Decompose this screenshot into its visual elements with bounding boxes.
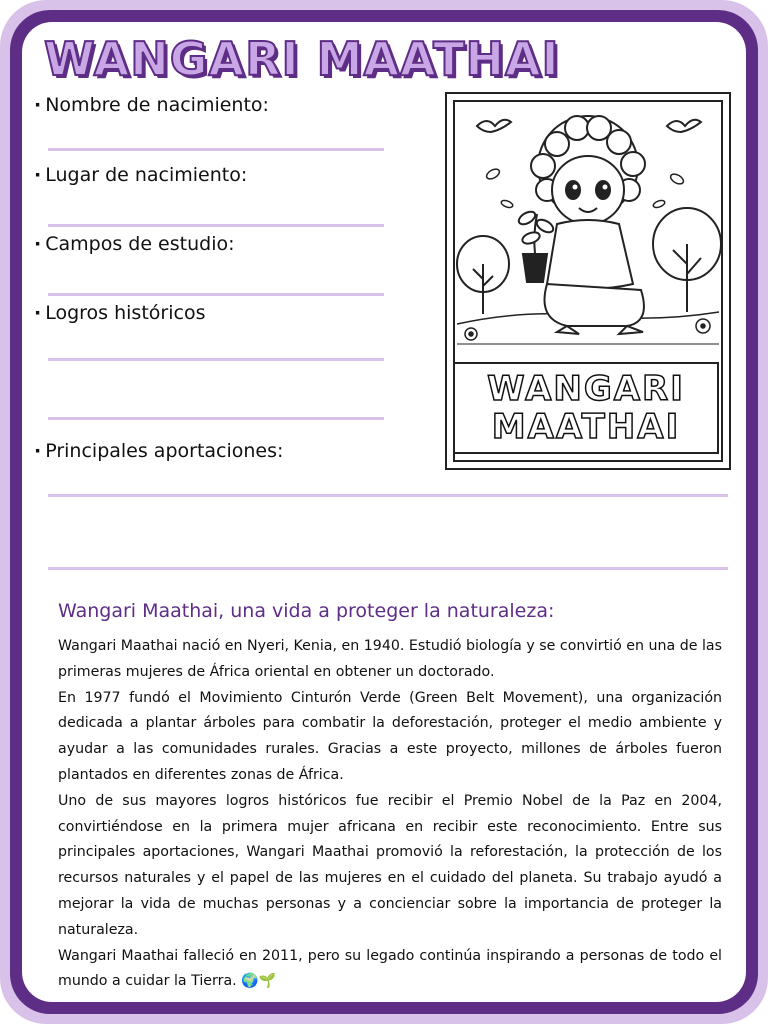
answer-line-birth-place[interactable] [48,224,384,227]
story-paragraph-2: En 1977 fundó el Movimiento Cinturón Verde (Green Belt Movement), una organización dedicada a plantar árboles para combatir la deforestación, proteger el medio ambiente y ayudar a las comunidades rurales. Gracias a este proyecto, millones de árboles fueron plantados en diferentes zonas de África. [58,689,722,783]
portrait-name-line2: MAATHAI [491,407,681,447]
bullet: · [34,302,42,324]
bullet: · [34,440,42,462]
answer-line-achievements-1[interactable] [48,358,384,361]
story-paragraph-4 [58,944,722,996]
portrait-illustration [447,94,729,362]
portrait-name-box [453,362,719,454]
child-body [545,220,644,334]
field-contributions [34,440,283,462]
answer-line-achievements-2[interactable] [48,417,384,420]
story-body [58,634,722,995]
field-birth-place-label: Lugar de nacimiento: [45,164,248,186]
field-achievements [34,302,205,324]
field-contributions-label: Principales aportaciones: [45,440,284,462]
bullet: · [34,164,42,186]
portrait-name-line1: WANGARI [487,369,685,409]
field-birth-place [34,164,247,186]
bullet: · [34,233,42,255]
answer-line-contributions-1[interactable] [48,494,728,497]
story-heading: Wangari Maathai, una vida a proteger la naturaleza: [58,600,555,622]
field-fields-of-study [34,233,235,255]
earth-sprout-icon: 🌍🌱 [241,973,277,990]
bird-right-icon [667,120,701,132]
answer-line-contributions-2[interactable] [48,567,728,570]
tree-right-icon [653,208,721,312]
field-achievements-label: Logros históricos [45,302,206,324]
bullet: · [34,94,42,116]
worksheet-page [22,22,746,1002]
child-face [552,156,624,224]
field-birth-name-label: Nombre de nacimiento: [45,94,269,116]
portrait-card [445,92,731,470]
story-paragraph-3: Uno de sus mayores logros históricos fue recibir el Premio Nobel de la Paz en 2004, convirtiéndose en la primera mujer africana en recibir este reconocimiento. Entre sus principales aportaciones, Wangari Maathai promovió la reforestación, la protección de los recursos naturales y el papel de las mujeres en el cuidado del planeta. Su trabajo ayudó a mejorar la vida de muchas personas y a concienciar sobre la importancia de proteger la naturaleza. [58,792,722,938]
answer-line-fields-of-study[interactable] [48,293,384,296]
bird-left-icon [477,120,511,132]
page-title: WANGARI MAATHAI [44,32,560,86]
field-fields-of-study-label: Campos de estudio: [45,233,235,255]
tree-left-icon [457,236,509,314]
field-birth-name [34,94,269,116]
answer-line-birth-name[interactable] [48,148,384,151]
story-paragraph-4-text: Wangari Maathai falleció en 2011, pero su legado continúa inspirando a personas de todo el mundo a cuidar la Tierra. [58,947,722,990]
story-paragraph-1: Wangari Maathai nació en Nyeri, Kenia, en 1940. Estudió biología y se convirtió en una de las primeras mujeres de África oriental en obtener un doctorado. [58,638,722,680]
